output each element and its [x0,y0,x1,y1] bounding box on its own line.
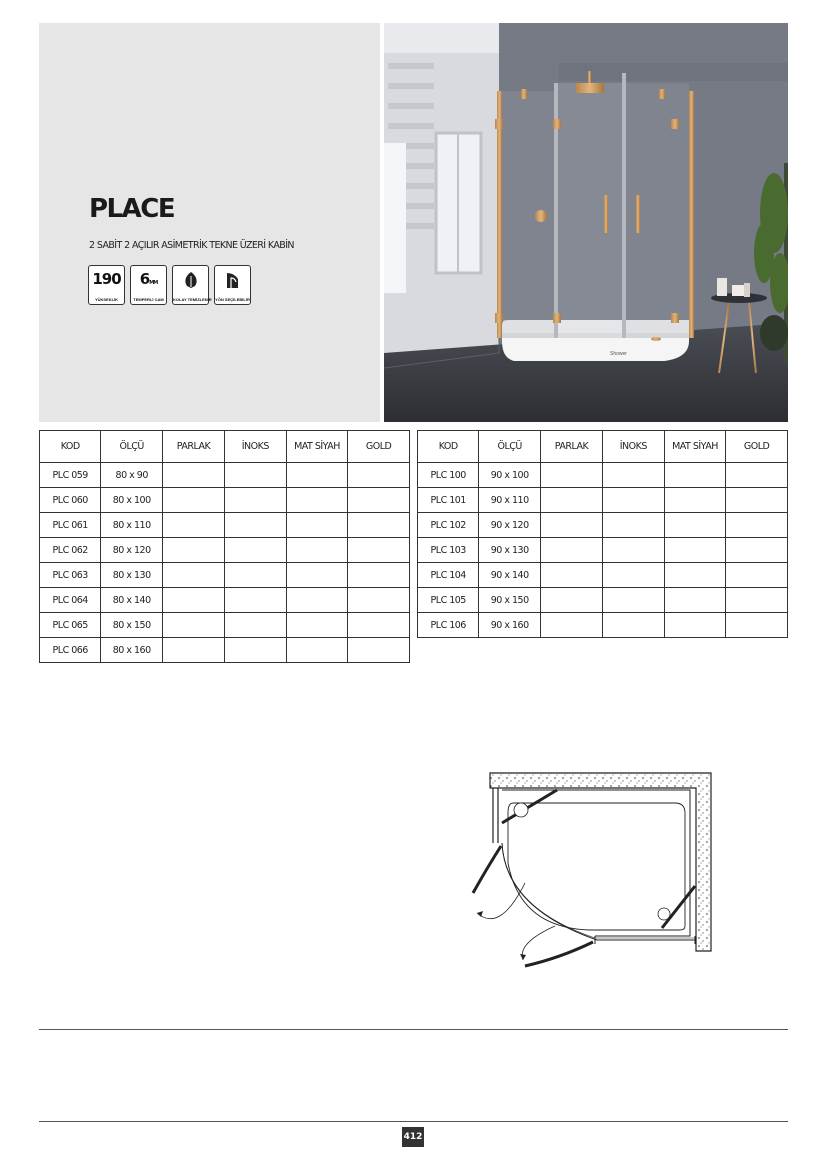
table-row: PLC 064 80 x 140 [40,588,410,613]
header-parlak: PARLAK [163,431,225,463]
table-row: PLC 061 80 x 110 [40,513,410,538]
table-row: PLC 101 90 x 110 [418,488,788,513]
table-row: PLC 106 90 x 160 [418,613,788,638]
table-row: PLC 063 80 x 130 [40,563,410,588]
header-parlak: PARLAK [541,431,603,463]
header-inoks: İNOKS [602,431,664,463]
header-gold: GOLD [348,431,410,463]
table-row: PLC 103 90 x 130 [418,538,788,563]
table-row: PLC 105 90 x 150 [418,588,788,613]
divider [39,1121,788,1122]
page-number: 412 [402,1127,424,1147]
table-row: PLC 066 80 x 160 [40,638,410,663]
divider [39,1029,788,1030]
header-kod: KOD [418,431,479,463]
table-row: PLC 060 80 x 100 [40,488,410,513]
feature-icons [88,265,251,305]
product-subtitle: 2 SABİT 2 AÇILIR ASİMETRİK TEKNE ÜZERİ KABİN [89,240,294,251]
header-olcu: ÖLÇÜ [479,431,541,463]
table-row: PLC 104 90 x 140 [418,563,788,588]
plan-diagram [465,768,720,978]
header-gold: GOLD [726,431,788,463]
product-photo [384,23,788,422]
table-row: PLC 059 80 x 90 [40,463,410,488]
header-inoks: İNOKS [224,431,286,463]
table-row: PLC 100 90 x 100 [418,463,788,488]
direction-icon: YÖN SEÇİLEBİLİR [214,265,251,305]
table-row: PLC 102 90 x 120 [418,513,788,538]
table-row: PLC 062 80 x 120 [40,538,410,563]
eco-leaf-icon: KOLAY TEMİZLENİR [172,265,209,305]
header-mat-siyah: MAT SİYAH [286,431,348,463]
table-row: PLC 065 80 x 150 [40,613,410,638]
price-table-90 [417,430,788,638]
photo-brand: Shower [610,351,627,357]
header-olcu: ÖLÇÜ [101,431,163,463]
price-table-80 [39,430,410,663]
product-title: PLACE [89,194,175,224]
glass-thickness-icon: 6MM TEMPERLİ CAM [130,265,167,305]
header-mat-siyah: MAT SİYAH [664,431,726,463]
header-kod: KOD [40,431,101,463]
height-icon: 190 YÜKSEKLİK [88,265,125,305]
